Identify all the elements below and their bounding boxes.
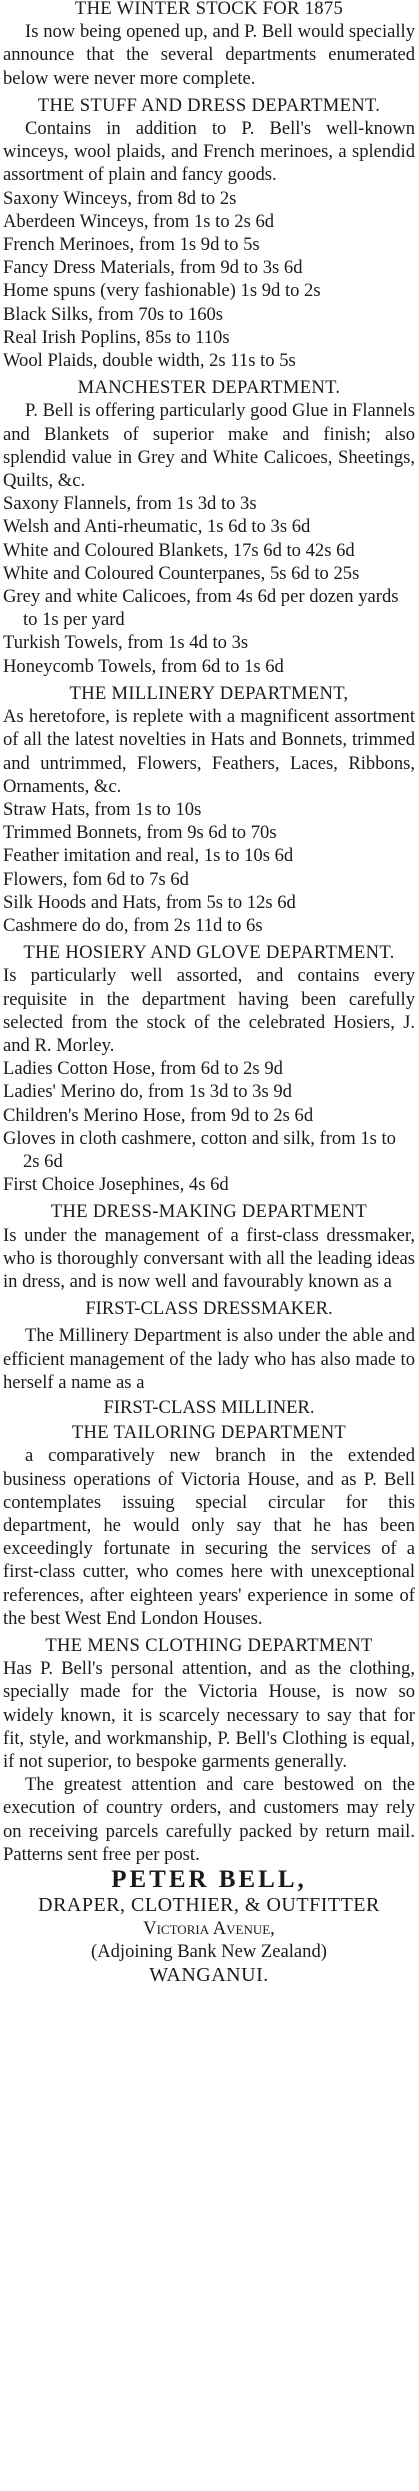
millinery-heading: THE MILLINERY DEPARTMENT,: [69, 682, 349, 704]
price-line: Trimmed Bonnets, from 9s 6d to 70s: [3, 822, 277, 844]
price-line: Cashmere do do, from 2s 11d to 6s: [3, 914, 263, 936]
millinery-price-list: [3, 798, 415, 937]
tailoring-paragraph: a comparatively new branch in the extended business operations of Victoria House, and as P. Bell contemplates issuing special circular for this department, he would only say that he has been exceedingly fortunate in securing the services of a first-class cutter, who comes here with unexceptional references, after eighteen years' experience in some of the best West End London Houses.: [3, 1445, 415, 1629]
trade-line: DRAPER, CLOTHIER, & OUTFITTER: [38, 1894, 380, 1917]
stuff-dress-price-list: [3, 187, 415, 373]
price-line: French Merinoes, from 1s 9d to 5s: [3, 234, 260, 256]
price-line: Straw Hats, from 1s to 10s: [3, 798, 202, 820]
hosiery-heading: THE HOSIERY AND GLOVE DEPARTMENT.: [23, 942, 395, 964]
stuff-dress-intro: Contains in addition to P. Bell's well-known winceys, wool plaids, and French merinoes, a splendid assortment of plain and fancy goods.: [3, 118, 415, 186]
price-line: Wool Plaids, double width, 2s 11s to 5s: [3, 350, 296, 372]
price-line: Saxony Winceys, from 8d to 2s: [3, 187, 237, 209]
stuff-dress-heading: THE STUFF AND DRESS DEPARTMENT.: [37, 94, 381, 116]
price-line: Turkish Towels, from 1s 4d to 3s: [3, 632, 249, 654]
manchester-heading: MANCHESTER DEPARTMENT.: [77, 377, 341, 399]
millinery-intro: As heretofore, is replete with a magnificent assortment of all the latest novelties in Hats and Bonnets, trimmed and untrimmed, Flowers, Feathers, Laces, Ribbons, Ornaments, &c.: [3, 706, 415, 797]
dressmaking-intro: Is under the management of a first-class dressmaker, who is thoroughly conversant with all the leading ideas in dress, and is now well and favourably known as a: [3, 1224, 415, 1292]
town-name: WANGANUI.: [149, 1963, 269, 1986]
price-line: Aberdeen Winceys, from 1s to 2s 6d: [3, 210, 275, 232]
dressmaking-heading: THE DRESS-MAKING DEPARTMENT: [50, 1201, 368, 1223]
price-line: Gloves in cloth cashmere, cotton and silk, from 1s to 2s 6d: [3, 1127, 396, 1172]
price-line: Ladies' Merino do, from 1s 3d to 3s 9d: [3, 1081, 292, 1103]
price-line: Flowers, fom 6d to 7s 6d: [3, 868, 189, 890]
dressmaker-title: FIRST-CLASS DRESSMAKER.: [85, 1298, 333, 1320]
price-line: White and Coloured Blankets, 17s 6d to 42s 6d: [3, 539, 355, 561]
price-line: Home spuns (very fashionable) 1s 9d to 2s: [3, 280, 321, 302]
millinery-management-paragraph: The Millinery Department is also under the able and efficient management of the lady who has also made to herself a name as a: [3, 1325, 415, 1393]
hosiery-price-list: [3, 1057, 415, 1196]
proprietor-name: PETER BELL,: [111, 1866, 307, 1894]
price-line: Feather imitation and real, 1s to 10s 6d: [3, 845, 294, 867]
price-line: Children's Merino Hose, from 9d to 2s 6d: [3, 1104, 314, 1126]
price-line: Black Silks, from 70s to 160s: [3, 303, 224, 325]
address-note: (Adjoining Bank New Zealand): [91, 1941, 327, 1963]
price-line: Grey and white Calicoes, from 4s 6d per dozen yards to 1s per yard: [3, 586, 399, 631]
ad-title: THE WINTER STOCK FOR 1875: [74, 0, 344, 19]
country-orders-paragraph: The greatest attention and care bestowed on the execution of country orders, and customers may rely on receiving parcels carefully packed by return mail. Patterns sent free per post.: [3, 1774, 415, 1865]
mens-clothing-heading: THE MENS CLOTHING DEPARTMENT: [45, 1635, 373, 1657]
intro-paragraph: Is now being opened up, and P. Bell would specially announce that the several departments enumerated below were never more complete.: [3, 21, 415, 89]
mens-clothing-paragraph: Has P. Bell's personal attention, and as the clothing, specially made for the Victoria House, is now so widely known, it is scarcely necessary to say that for fit, style, and workmanship, P. Bell's Clothing is equal, if not superior, to bespoke garments generally.: [3, 1658, 415, 1773]
price-line: First Choice Josephines, 4s 6d: [3, 1174, 229, 1196]
price-line: Saxony Flannels, from 1s 3d to 3s: [3, 493, 257, 515]
price-line: Welsh and Anti-rheumatic, 1s 6d to 3s 6d: [3, 516, 311, 538]
price-line: Honeycomb Towels, from 6d to 1s 6d: [3, 655, 284, 677]
price-line: White and Coloured Counterpanes, 5s 6d to 25s: [3, 562, 360, 584]
manchester-price-list: [3, 492, 415, 678]
price-line: Fancy Dress Materials, from 9d to 3s 6d: [3, 257, 303, 279]
milliner-title: FIRST-CLASS MILLINER.: [103, 1396, 315, 1418]
price-line: Silk Hoods and Hats, from 5s to 12s 6d: [3, 891, 296, 913]
hosiery-intro: Is particularly well assorted, and contains every requisite in the department having been carefully selected from the stock of the celebrated Hosiers, J. and R. Morley.: [3, 965, 415, 1056]
tailoring-heading: THE TAILORING DEPARTMENT: [71, 1422, 347, 1444]
price-line: Real Irish Poplins, 85s to 110s: [3, 326, 230, 348]
street-address: Victoria Avenue,: [143, 1918, 275, 1940]
price-line: Ladies Cotton Hose, from 6d to 2s 9d: [3, 1058, 283, 1080]
manchester-intro: P. Bell is offering particularly good Glue in Flannels and Blankets of superior make and finish; also splendid value in Grey and White Calicoes, Sheetings, Quilts, &c.: [3, 400, 415, 492]
